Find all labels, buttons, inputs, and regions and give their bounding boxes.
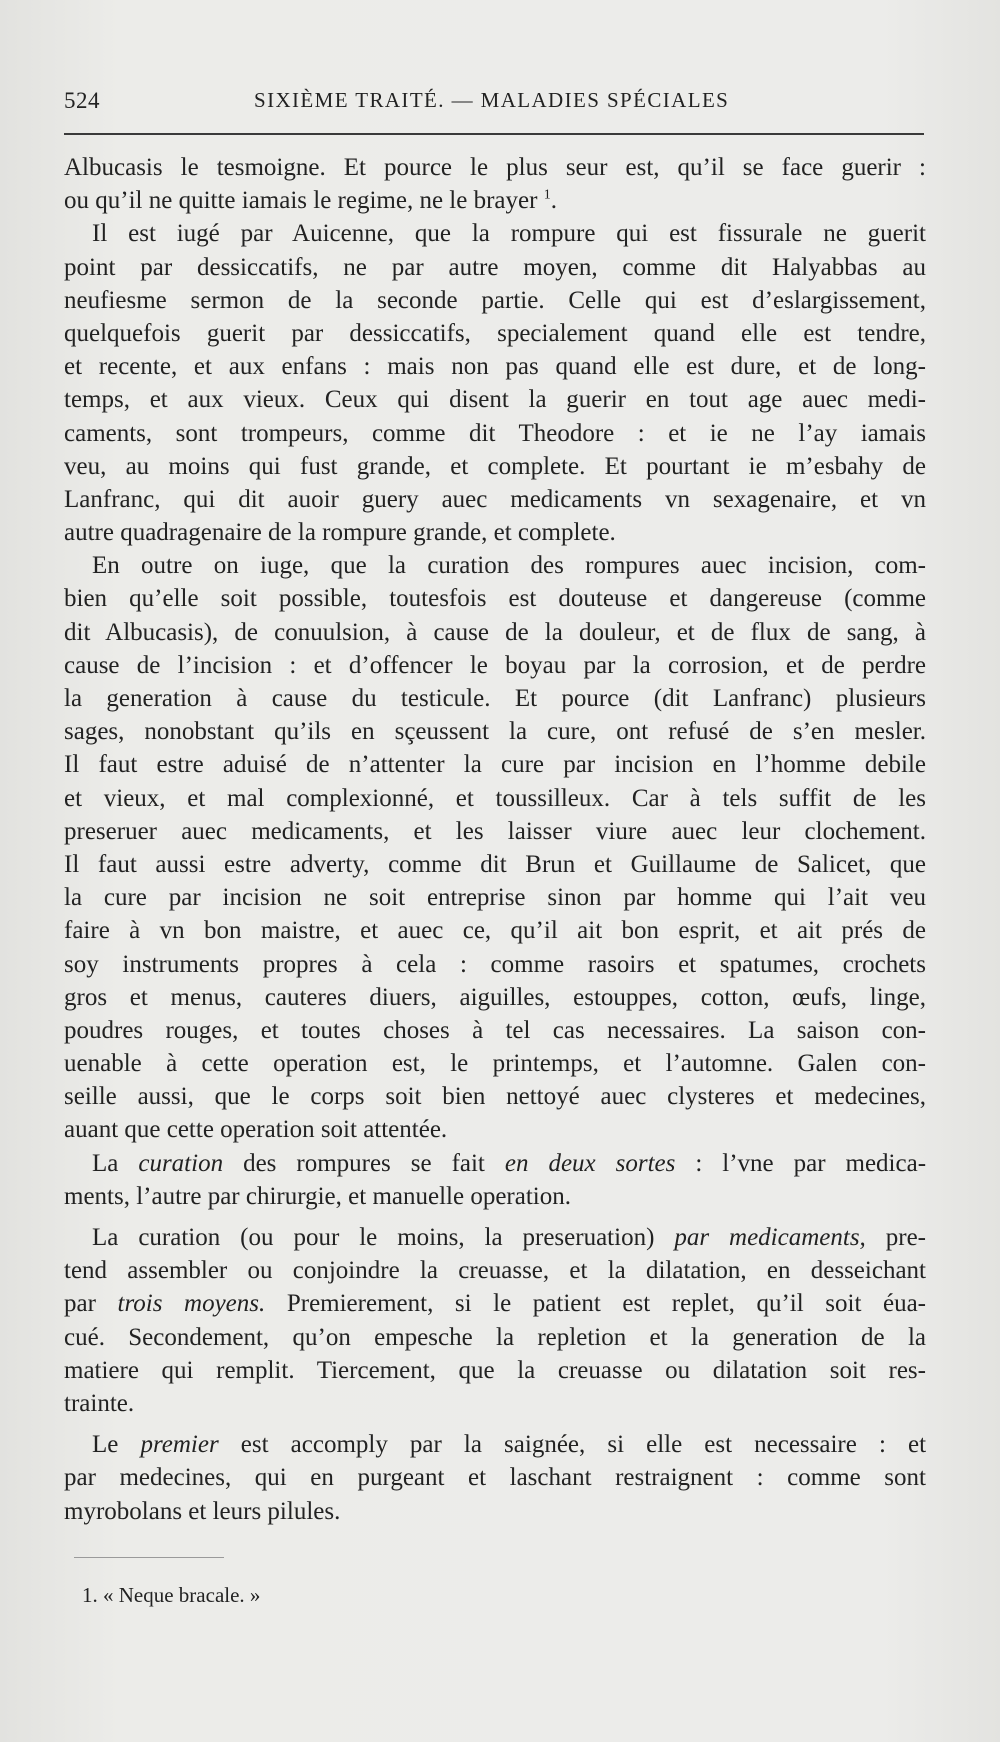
footnote-rule: [74, 1557, 224, 1558]
footnote-ref: 1: [543, 187, 551, 203]
text-line: veu, au moins qui fust grande, et complete. Et pourtant ie m’esbahy de: [64, 452, 926, 480]
text-line: soy instruments propres à cela : comme rasoirs et spatumes, crochets: [64, 950, 926, 978]
text-line: poudres rouges, et toutes choses à tel cas necessaires. La saison con-: [64, 1016, 926, 1044]
text-line: cué. Secondement, qu’on empesche la repletion et la generation de la: [64, 1323, 926, 1351]
text-line: uenable à cette operation est, le printemps, et l’automne. Galen con-: [64, 1050, 926, 1078]
text-line: cause de l’incision : et d’offencer le boyau par la corrosion, et de perdre: [64, 651, 926, 679]
text-line: La curation des rompures se fait en deux sortes : l’vne par medica-: [92, 1149, 926, 1177]
footnote-number: 1.: [82, 1583, 98, 1607]
page-number: 524: [64, 88, 100, 113]
running-head: [64, 88, 924, 124]
text-line: ou qu’il ne quitte iamais le regime, ne le brayer $^1$.: [64, 187, 557, 215]
text-line: autre quadragenaire de la rompure grande, et complete.: [64, 519, 616, 547]
text-line: Albucasis le tesmoigne. Et pource le plus seur est, qu’il se face guerir :: [64, 154, 926, 181]
footnote-text: « Neque bracale. »: [103, 1583, 261, 1607]
text-line: Il faut aussi estre adverty, comme dit Brun et Guillaume de Salicet, que: [64, 850, 926, 878]
footnote: [82, 1580, 260, 1610]
text-line: La curation (ou pour le moins, la preseruation) par medicaments, pre-: [92, 1224, 926, 1251]
running-title: SIXIÈME TRAITÉ. — MALADIES SPÉCIALES: [254, 88, 730, 112]
text-line: temps, et aux vieux. Ceux qui disent la guerir en tout age auec medi-: [64, 386, 926, 414]
text-line: par medecines, qui en purgeant et laschant restraignent : comme sont: [64, 1464, 926, 1492]
text-line: et vieux, et mal complexionné, et toussilleux. Car à tels suffit de les: [64, 784, 926, 812]
text-line: point par dessiccatifs, ne par autre moyen, comme dit Halyabbas au: [64, 253, 926, 281]
text-line: sages, nonobstant qu’ils en sçeussent la cure, ont refusé de s’en mesler.: [64, 718, 926, 746]
text-line: Lanfranc, qui dit auoir guery auec medicaments vn sexagenaire, et vn: [64, 485, 926, 513]
text-line: et recente, et aux enfans : mais non pas quand elle est dure, et de long-: [64, 353, 926, 381]
text-line: bien qu’elle soit possible, toutesfois est douteuse et dangereuse (comme: [64, 585, 926, 613]
text-line: faire à vn bon maistre, et auec ce, qu’il ait bon esprit, et ait prés de: [64, 917, 926, 945]
body-text: [64, 151, 926, 1528]
text-line: preseruer auec medicaments, et les laisser viure auec leur clochement.: [64, 817, 926, 845]
text-line: Il est iugé par Auicenne, que la rompure qui est fissurale ne guerit: [92, 220, 926, 248]
text-line: trainte.: [64, 1389, 135, 1417]
text-line: auant que cette operation soit attentée.: [64, 1116, 448, 1144]
text-line: myrobolans et leurs pilules.: [64, 1497, 341, 1525]
header-rule: [64, 133, 924, 135]
text-line: par trois moyens. Premierement, si le patient est replet, qu’il soit éua-: [64, 1290, 926, 1318]
text-line: ments, l’autre par chirurgie, et manuelle operation.: [64, 1182, 571, 1210]
text-line: neufiesme sermon de la seconde partie. Celle qui est d’eslargissement,: [64, 286, 926, 314]
text-line: la generation à cause du testicule. Et pource (dit Lanfranc) plusieurs: [64, 685, 926, 712]
text-line: matiere qui remplit. Tiercement, que la creuasse ou dilatation soit res-: [64, 1356, 926, 1384]
text-line: caments, sont trompeurs, comme dit Theodore : et ie ne l’ay iamais: [64, 419, 926, 447]
text-line: dit Albucasis), de conuulsion, à cause de la douleur, et de flux de sang, à: [64, 618, 926, 646]
text-line: quelquefois guerit par dessiccatifs, specialement quand elle est tendre,: [64, 319, 926, 347]
text-line: Le premier est accomply par la saignée, si elle est necessaire : et: [92, 1431, 926, 1459]
text-line: tend assembler ou conjoindre la creuasse, et la dilatation, en desseichant: [64, 1257, 926, 1285]
text-line: la cure par incision ne soit entreprise sinon par homme qui l’ait veu: [64, 884, 926, 912]
text-line: Il faut estre aduisé de n’attenter la cure par incision en l’homme debile: [64, 751, 926, 779]
text-line: gros et menus, cauteres diuers, aiguilles, estouppes, cotton, œufs, linge,: [64, 983, 926, 1011]
text-line: seille aussi, que le corps soit bien nettoyé auec clysteres et medecines,: [64, 1083, 926, 1111]
text-line: En outre on iuge, que la curation des rompures auec incision, com-: [92, 552, 926, 580]
